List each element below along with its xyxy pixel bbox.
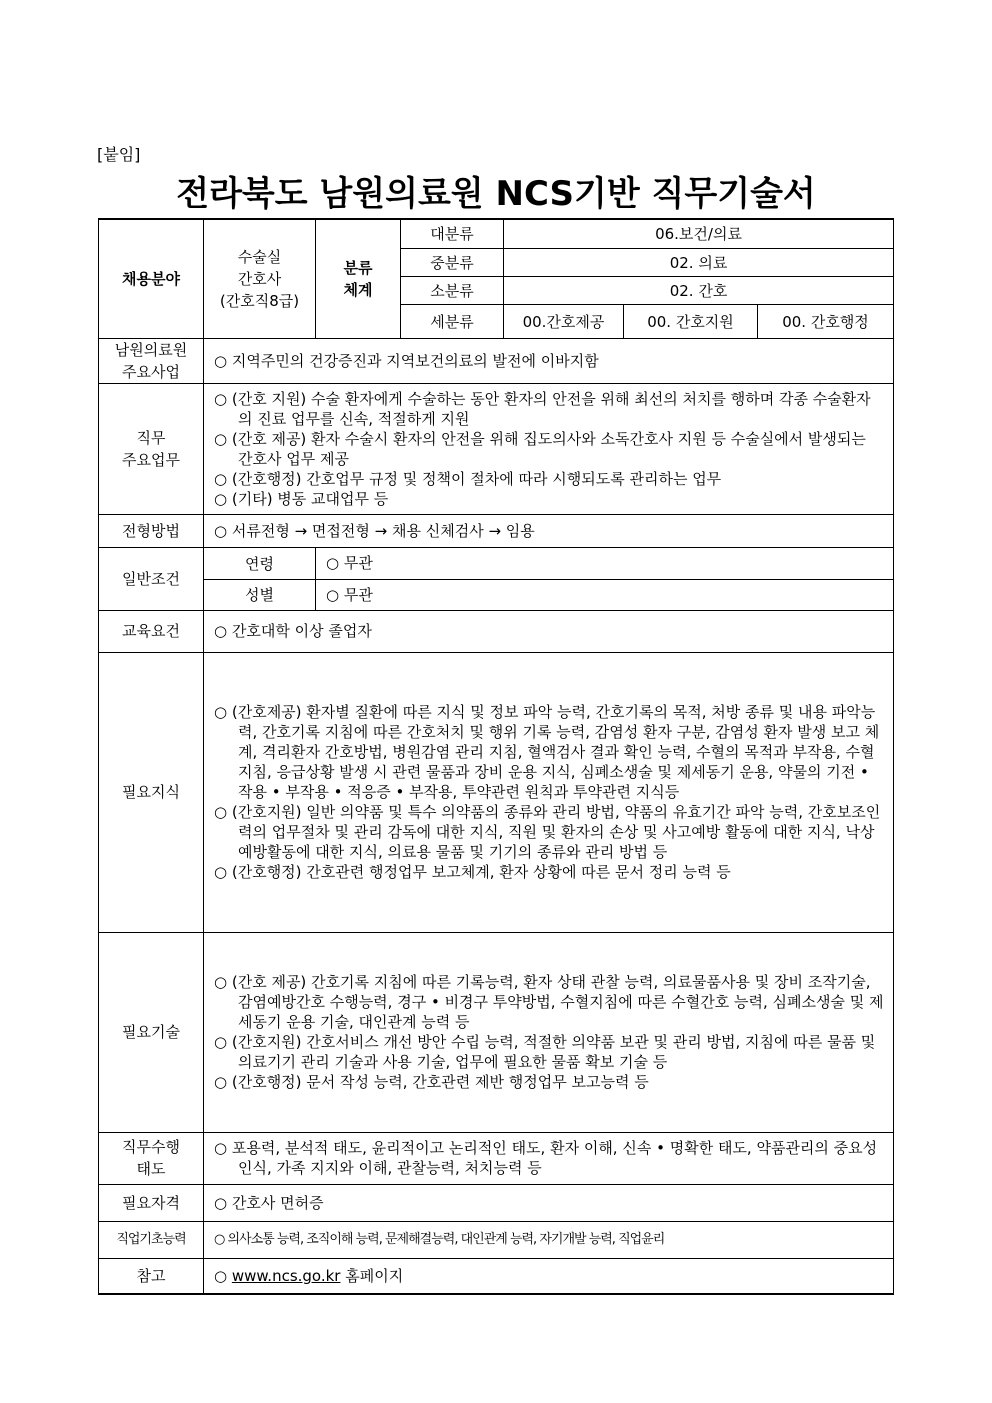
page-title: 전라북도 남원의료원 NCS기반 직무기술서 xyxy=(176,174,816,214)
skill-item: ○ (간호지원) 간호서비스 개선 방안 수립 능력, 적절한 의약품 보관 및 관리 방법, 지침에 따른 물품 및 의료기기 관리 기술과 사용 기술, 업무에 필요한 물품 확보 기술 등 xyxy=(214,1033,876,1071)
classification-label-line1: 분류 xyxy=(343,258,373,277)
recruit-field-line2: 간호사 xyxy=(237,269,282,288)
major-class-label: 대분류 xyxy=(401,219,504,248)
duties-label xyxy=(99,383,204,514)
basic-ability-text: ○ 의사소통 능력, 조직이해 능력, 문제해결능력, 대인관계 능력, 자기개발 능력, 직업윤리 xyxy=(204,1221,894,1258)
attitude-label-line2: 태도 xyxy=(136,1160,166,1178)
knowledge-item: ○ (간호행정) 간호관련 행정업무 보고체계, 환자 상황에 따른 문서 정리 능력 등 xyxy=(214,863,731,881)
middle-class-label: 중분류 xyxy=(401,248,504,276)
business-label xyxy=(99,338,204,383)
sex-label: 성별 xyxy=(204,579,316,610)
detail-class-label: 세분류 xyxy=(401,304,504,338)
duty-item: ○ (간호행정) 간호업무 규정 및 정책이 절차에 따라 시행되도록 관리하는 업무 xyxy=(214,469,722,488)
knowledge-item: ○ (간호제공) 환자별 질환에 따른 지식 및 정보 파악 능력, 간호기록의 목적, 처방 종류 및 내용 파악능력, 간호기록 지침에 따른 간호처치 및 행위 기록 능력, 감염성 환자 구분, 감염성 환자 발생 보고 체계, 격리환자 간호방법, 병원감염 관리 지침, 혈액검사 결과 확인 능력, 수혈의 목적과 부작용, 수혈 지침, 응급상황 발생 시 관련 물품과 장비 운용 지식, 심폐소생술 및 제세동기 운용, 약물의 기전 • 작용 • 부작용 • 적응증 • 부작용, 투약관련 원칙과 투약관련 지식등 xyxy=(214,703,880,801)
minor-class-label: 소분류 xyxy=(401,276,504,304)
middle-class-value: 02. 의료 xyxy=(504,248,894,276)
recruit-field-line1: 수술실 xyxy=(237,247,282,266)
job-description-table xyxy=(98,218,894,1295)
education-label: 교육요건 xyxy=(99,610,204,652)
recruit-field-label: 채용분야 xyxy=(99,219,204,338)
duties-label-line1: 직무 xyxy=(136,428,166,447)
duties-label-line2: 주요업무 xyxy=(122,450,180,469)
detail-class-value-2: 00. 간호지원 xyxy=(624,304,758,338)
attitude-label-line1: 직무수행 xyxy=(122,1138,180,1156)
business-label-line1: 남원의료원 xyxy=(114,340,188,359)
general-label: 일반조건 xyxy=(99,547,204,610)
selection-label: 전형방법 xyxy=(99,514,204,547)
reference-suffix: 홈페이지 xyxy=(345,1266,404,1285)
age-label: 연령 xyxy=(204,547,316,579)
selection-text: ○ 서류전형 → 면접전형 → 채용 신체검사 → 임용 xyxy=(204,514,894,547)
duty-item: ○ (간호 지원) 수술 환자에게 수술하는 동안 환자의 안전을 위해 최선의 처치를 행하며 각종 수술환자의 진료 업무를 신속, 적절하게 지원 xyxy=(214,389,871,428)
business-text: ○ 지역주민의 건강증진과 지역보건의료의 발전에 이바지함 xyxy=(204,338,894,383)
minor-class-value: 02. 간호 xyxy=(504,276,894,304)
major-class-value: 06.보건/의료 xyxy=(504,219,894,248)
attitude-text: ○ 포용력, 분석적 태도, 윤리적이고 논리적인 태도, 환자 이해, 신속 • 명확한 태도, 약품관리의 중요성 인식, 가족 지지와 이해, 관찰능력, 처치능력 등 xyxy=(214,1139,878,1177)
recruit-field-value xyxy=(204,219,316,338)
business-label-line2: 주요사업 xyxy=(122,362,180,381)
knowledge-item: ○ (간호지원) 일반 의약품 및 특수 의약품의 종류와 관리 방법, 약품의 유효기간 파악 능력, 간호보조인력의 업무절차 및 관리 감독에 대한 지식, 직원 및 환자의 손상 및 사고예방 활동에 대한 지식, 낙상예방활동에 대한 지식, 의료용 물품 및 기기의 종류와 관리 방법 등 xyxy=(214,803,881,861)
reference-bullet: ○ xyxy=(214,1266,228,1285)
classification-label-line2: 체계 xyxy=(343,280,373,299)
knowledge-content xyxy=(204,652,894,932)
sex-value: ○ 무관 xyxy=(316,579,894,610)
attitude-label xyxy=(99,1132,204,1184)
detail-class-value-1: 00.간호제공 xyxy=(504,304,624,338)
detail-class-value-3: 00. 간호행정 xyxy=(758,304,894,338)
license-label: 필요자격 xyxy=(99,1184,204,1221)
duty-item: ○ (기타) 병동 교대업무 등 xyxy=(214,489,389,508)
skills-content xyxy=(204,932,894,1132)
knowledge-label: 필요지식 xyxy=(99,652,204,932)
classification-label xyxy=(316,219,401,338)
reference-label: 참고 xyxy=(99,1258,204,1294)
attitude-content xyxy=(204,1132,894,1184)
attachment-label: [붙임] xyxy=(97,145,141,164)
age-value: ○ 무관 xyxy=(316,547,894,579)
basic-ability-label: 직업기초능력 xyxy=(99,1221,204,1258)
skill-item: ○ (간호행정) 문서 작성 능력, 간호관련 제반 행정업무 보고능력 등 xyxy=(214,1073,649,1091)
skill-item: ○ (간호 제공) 간호기록 지침에 따른 기록능력, 환자 상태 관찰 능력, 의료물품사용 및 장비 조작기술, 감염예방간호 수행능력, 경구 • 비경구 투약방법, 수혈지침에 따른 수혈간호 능력, 심폐소생술 및 제세동기 운용 기술, 대인관계 능력 등 xyxy=(214,973,884,1031)
education-text: ○ 간호대학 이상 졸업자 xyxy=(204,610,894,652)
reference-content xyxy=(204,1258,894,1294)
duty-item: ○ (간호 제공) 환자 수술시 환자의 안전을 위해 집도의사와 소독간호사 지원 등 수술실에서 발생되는 간호사 업무 제공 xyxy=(214,429,866,468)
duties-content xyxy=(204,383,894,514)
license-text: ○ 간호사 면허증 xyxy=(204,1184,894,1221)
ncs-website-link[interactable]: www.ncs.go.kr xyxy=(231,1266,341,1285)
recruit-field-line3: (간호직8급) xyxy=(219,291,300,310)
skills-label: 필요기술 xyxy=(99,932,204,1132)
